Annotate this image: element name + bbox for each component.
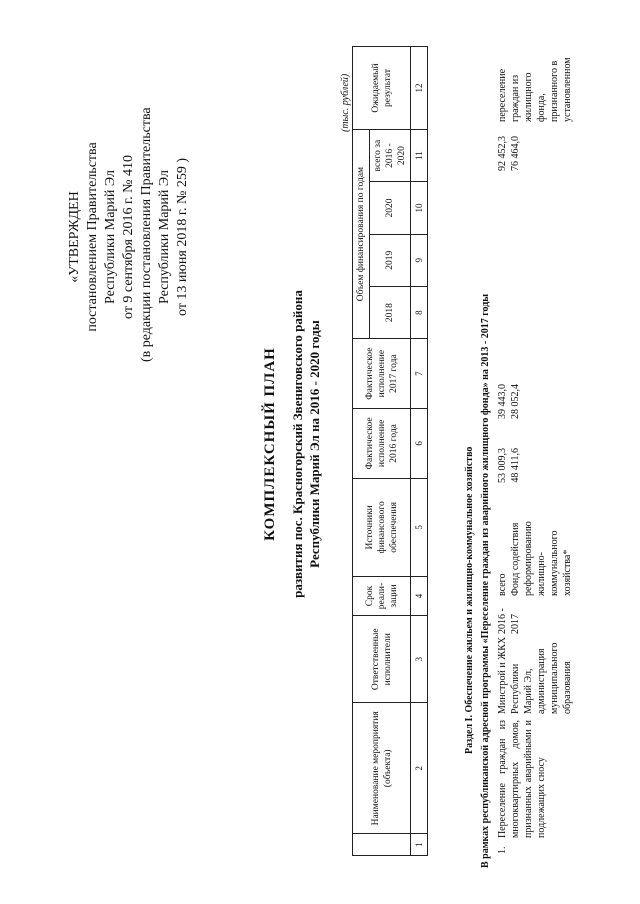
column-number: 12 [411, 47, 428, 130]
header-fact-2016: Фактическое исполнение 2016 года [353, 409, 411, 479]
row-term-end: 2017 [510, 614, 521, 634]
row-fact-2016-fund: 48 411,6 [510, 448, 521, 483]
section-heading: Раздел I. Обеспечение жильем и жилищно-коммунальное хозяйство [464, 446, 475, 754]
column-number: 10 [411, 182, 428, 234]
header-volume: Объем финансирования по годам [353, 129, 370, 338]
column-number: 3 [411, 616, 428, 703]
row-sum-fund: 76 464,0 [510, 136, 521, 171]
approval-line: Республики Марий Эл [157, 170, 172, 304]
approval-stamp [66, 107, 192, 362]
document-title-block [262, 234, 323, 654]
document-title: КОМПЛЕКСНЫЙ ПЛАН [262, 347, 278, 541]
approval-line: от 13 июня 2018 г. № 259 ) [175, 158, 190, 316]
column-number: 5 [411, 478, 428, 576]
program-heading: В рамках республиканской адресной программы «Переселение граждан из аварийного жилищного фонда» на 2013 - 2017 годы [480, 293, 491, 868]
row-source-fund: Фонд содействия реформированию жилищно-коммунального хозяйства* [510, 521, 573, 596]
approval-line: от 9 сентября 2016 г. № 410 [121, 155, 136, 319]
header-responsible: Ответственные исполнители [353, 616, 411, 703]
row-responsible: Минстрой и ЖКХ Республики Марий Эл, администрация муниципального образования [497, 636, 573, 714]
column-number: 1 [411, 834, 428, 856]
column-number: 9 [411, 234, 428, 286]
approval-line: (в редакции постановления Правительства [139, 107, 154, 362]
header-fact-2017: Фактическое исполнение 2017 года [353, 339, 411, 409]
column-number: 8 [411, 286, 428, 338]
header-2018: 2018 [370, 286, 411, 338]
approval-line: «УТВЕРЖДЕН [67, 191, 82, 283]
header-cell [353, 834, 411, 856]
row-fact-2017-total: 39 443,0 [497, 384, 508, 419]
header-2020: 2020 [370, 182, 411, 234]
header-source: Источники финансового обеспечения [353, 478, 411, 576]
units-note: (тыс. рублей) [340, 73, 351, 132]
row-fact-2016-total: 53 009,3 [497, 448, 508, 483]
row-term-start: 2016 - [497, 608, 508, 634]
row-result: переселение граждан из жилищного фонда, признанного в установленном [497, 57, 573, 122]
approval-line: Республики Марий Эл [103, 170, 118, 304]
header-name: Наименование мероприятия (объекта) [353, 703, 411, 834]
column-number: 11 [411, 129, 428, 181]
column-number: 6 [411, 409, 428, 479]
header-total: всего за 2016 - 2020 [370, 129, 411, 181]
approval-line: постановлением Правительства [85, 142, 100, 332]
row-fact-2017-fund: 28 052,4 [510, 384, 521, 419]
table-row [496, 0, 636, 904]
document-subtitle: Республики Марий Эл на 2016 - 2020 годы [307, 320, 322, 568]
row-sum-total: 92 452,3 [497, 136, 508, 171]
document-subtitle: развития пос. Красногорский Звениговского района [290, 290, 305, 598]
header-result: Ожидаемый результат [353, 47, 411, 130]
header-term: Срок реали-зации [353, 576, 411, 615]
column-number-row [411, 47, 428, 856]
column-number: 7 [411, 339, 428, 409]
plan-table [352, 46, 428, 856]
row-name: Переселение граждан из многоквартирных домов, признанных аварийными и подлежащих сносу [497, 720, 547, 838]
column-number: 2 [411, 703, 428, 834]
row-source-total: всего [497, 573, 508, 596]
header-2019: 2019 [370, 234, 411, 286]
row-number: 1. [497, 846, 508, 854]
column-number: 4 [411, 576, 428, 615]
